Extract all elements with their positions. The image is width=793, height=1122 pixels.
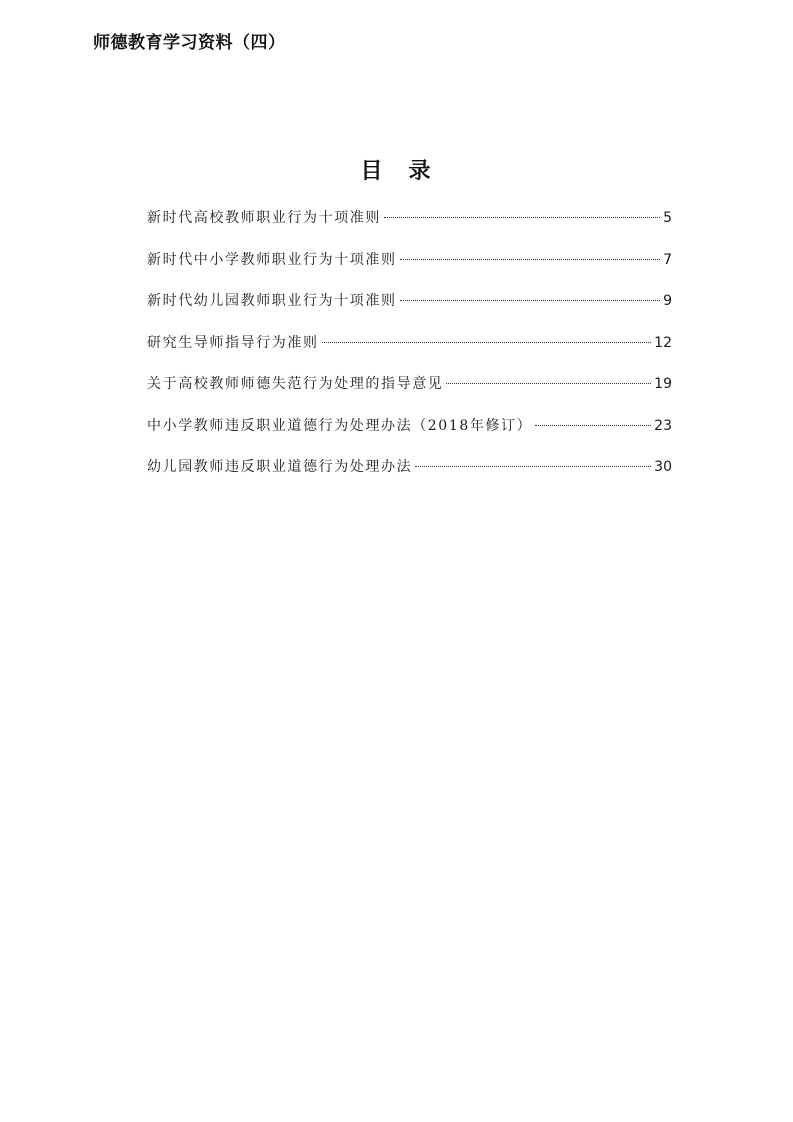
toc-dot-leader [384, 217, 660, 218]
toc-entry-label: 新时代幼儿园教师职业行为十项准则 [147, 293, 397, 309]
toc-dot-leader [415, 466, 651, 467]
toc-page-number: 19 [654, 376, 672, 392]
toc-entry-3[interactable] [147, 290, 672, 332]
toc-entry-label: 中小学教师违反职业道德行为处理办法（2018年修订） [147, 417, 533, 434]
toc-entry-label: 关于高校教师师德失范行为处理的指导意见 [147, 376, 444, 392]
toc-page-number: 12 [654, 334, 672, 351]
toc-page-number: 23 [654, 417, 672, 434]
toc-entry-5[interactable] [147, 373, 672, 415]
toc-page-number: 9 [663, 293, 672, 309]
table-of-contents [147, 207, 672, 498]
toc-dot-leader [535, 425, 651, 426]
toc-page-number: 7 [663, 251, 672, 268]
toc-title: 目 录 [360, 159, 433, 184]
toc-entry-label: 幼儿园教师违反职业道德行为处理办法 [147, 459, 413, 475]
toc-dot-leader [400, 300, 660, 301]
toc-entry-6[interactable] [147, 415, 672, 457]
toc-entry-label: 新时代中小学教师职业行为十项准则 [147, 251, 397, 268]
toc-entry-1[interactable] [147, 207, 672, 249]
running-header: 师德教育学习资料（四） [93, 33, 286, 53]
toc-dot-leader [400, 259, 660, 260]
toc-dot-leader [446, 383, 651, 384]
toc-entry-7[interactable] [147, 456, 672, 498]
toc-entry-label: 研究生导师指导行为准则 [147, 334, 319, 351]
toc-dot-leader [322, 342, 652, 343]
toc-entry-label: 新时代高校教师职业行为十项准则 [147, 210, 381, 226]
toc-page-number: 5 [663, 210, 672, 226]
toc-entry-2[interactable] [147, 249, 672, 291]
toc-entry-4[interactable] [147, 332, 672, 374]
toc-page-number: 30 [654, 459, 672, 475]
